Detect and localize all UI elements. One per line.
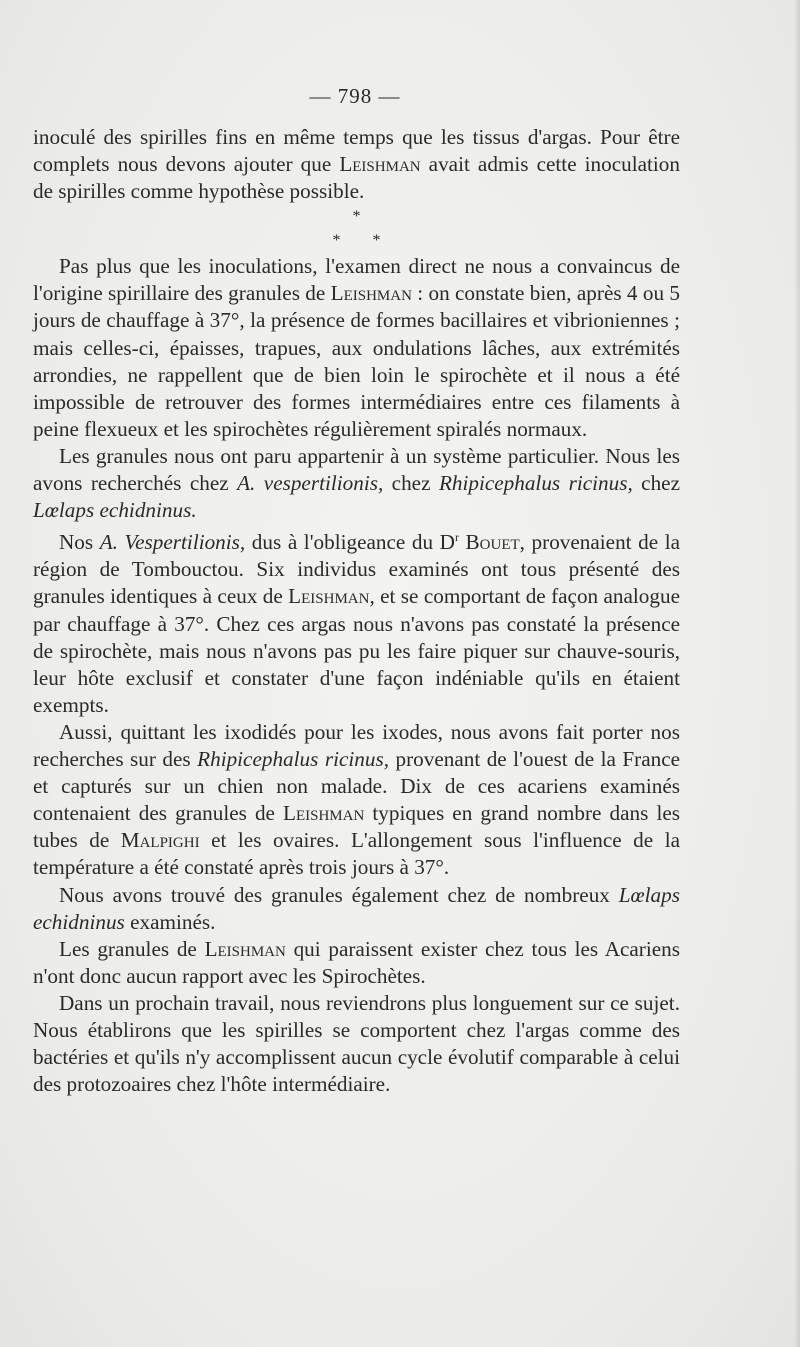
text-run: dus à l'obligeance du D <box>245 530 455 555</box>
text-run: Nos <box>59 530 100 555</box>
text-run: examinés. <box>124 909 216 934</box>
species-name: Lœlaps echidninus. <box>33 498 197 523</box>
text-run: chez <box>632 471 680 496</box>
body-text <box>33 124 680 1098</box>
paragraph-7 <box>33 936 680 990</box>
superscript: r <box>454 530 459 545</box>
species-name: Rhipicephalus ricinus, <box>438 471 633 496</box>
text-run: Aussi, quittant les ixodidés pour les ixodes, nous avons fait porter nos recherches sur des <box>33 719 680 772</box>
text-run: Les granules nous ont paru appartenir à un système particulier. Nous les avons recherchés chez <box>33 443 680 496</box>
text-run: Dans un prochain travail, nous reviendrons plus longuement sur ce sujet. Nous établirons que les spirilles se comportent chez l'argas comme des bactéries et qu'ils n'y accomplissent aucun cycle évolutif comparable à celui des protozoaires chez l'hôte intermédiaire. <box>33 990 680 1097</box>
author-name-bouet: Bouet <box>465 530 520 555</box>
author-name-leishman: Leishman <box>204 936 286 961</box>
text-run: inoculé des spirilles fins en même temps que les tissus d'argas. Pour être complets nous devons ajouter que <box>33 125 680 177</box>
paragraph-8 <box>33 990 680 1098</box>
text-run: , provenaient de la région de Tombouctou. Six individus examinés ont tous présenté des granules identiques à ceux de <box>33 530 681 609</box>
page-number: — 798 — <box>309 84 401 108</box>
text-run: typiques en grand nombre dans les tubes de <box>33 801 680 853</box>
text-run: provenant de l'ouest de la France et capturés sur un chien non malade. Dix de ces acariens examinés contenaient des granules de <box>33 747 680 826</box>
author-name-leishman: Leishman <box>283 801 365 826</box>
asterism-separator <box>33 205 680 253</box>
species-name: A. vespertilionis, <box>237 471 384 496</box>
text-run: qui paraissent exister chez tous les Acariens n'ont donc aucun rapport avec les Spirochètes. <box>33 936 680 988</box>
asterism-bottom: * * <box>332 232 395 250</box>
text-run: Nous avons trouvé des granules également chez de nombreux <box>59 882 619 907</box>
text-run: , et se comportant de façon analogue par chauffage à 37°. Chez ces argas nous n'avons pas constaté la présence de spirochète, mais nous n'avons pas pu les faire piquer sur chauve-souris, leur hôte exclusif et constater d'une façon indéniable qu'ils en étaient exempts. <box>33 584 680 717</box>
author-name-malpighi: Malpighi <box>120 828 200 853</box>
species-name: Lœlaps echidninus <box>33 882 680 934</box>
paragraph-5 <box>33 719 680 882</box>
text-run: Pas plus que les inoculations, l'examen direct ne nous a convaincus de l'origine spirillaire des granules de <box>33 254 680 306</box>
author-name-leishman: Leishman <box>330 281 412 306</box>
author-name-leishman: Leishman <box>288 584 370 609</box>
paragraph-1 <box>33 124 680 205</box>
species-name: A. Vespertilionis, <box>99 530 246 555</box>
page-edge-shadow <box>794 0 800 1347</box>
text-run: avait admis cette inoculation de spirilles comme hypothèse possible. <box>33 152 680 204</box>
paragraph-4 <box>33 524 680 719</box>
text-run: Les granules de <box>59 936 205 961</box>
author-name-leishman: Leishman <box>339 152 421 177</box>
text-run: : on constate bien, après 4 ou 5 jours de chauffage à 37°, la présence de formes bacillaires et vibrioniennes ; mais celles-ci, épaisses, trapues, aux ondulations lâches, aux extrémités arrondies, ne rappellent que de bien loin le spirochète et il nous a été impossible de retrouver des formes intermédiaires entre ces filaments à peine flexueux et les spirochètes régulièrement spiralés normaux. <box>33 281 680 441</box>
text-run: et les ovaires. L'allongement sous l'influence de la température a été constaté après trois jours à 37°. <box>33 828 680 880</box>
paragraph-2 <box>33 253 680 443</box>
species-name: Rhipicephalus ricinus, <box>197 747 390 772</box>
paragraph-6 <box>33 882 680 936</box>
text-run: chez <box>383 471 439 496</box>
asterism-top: * <box>352 208 361 226</box>
paragraph-3 <box>33 443 680 524</box>
